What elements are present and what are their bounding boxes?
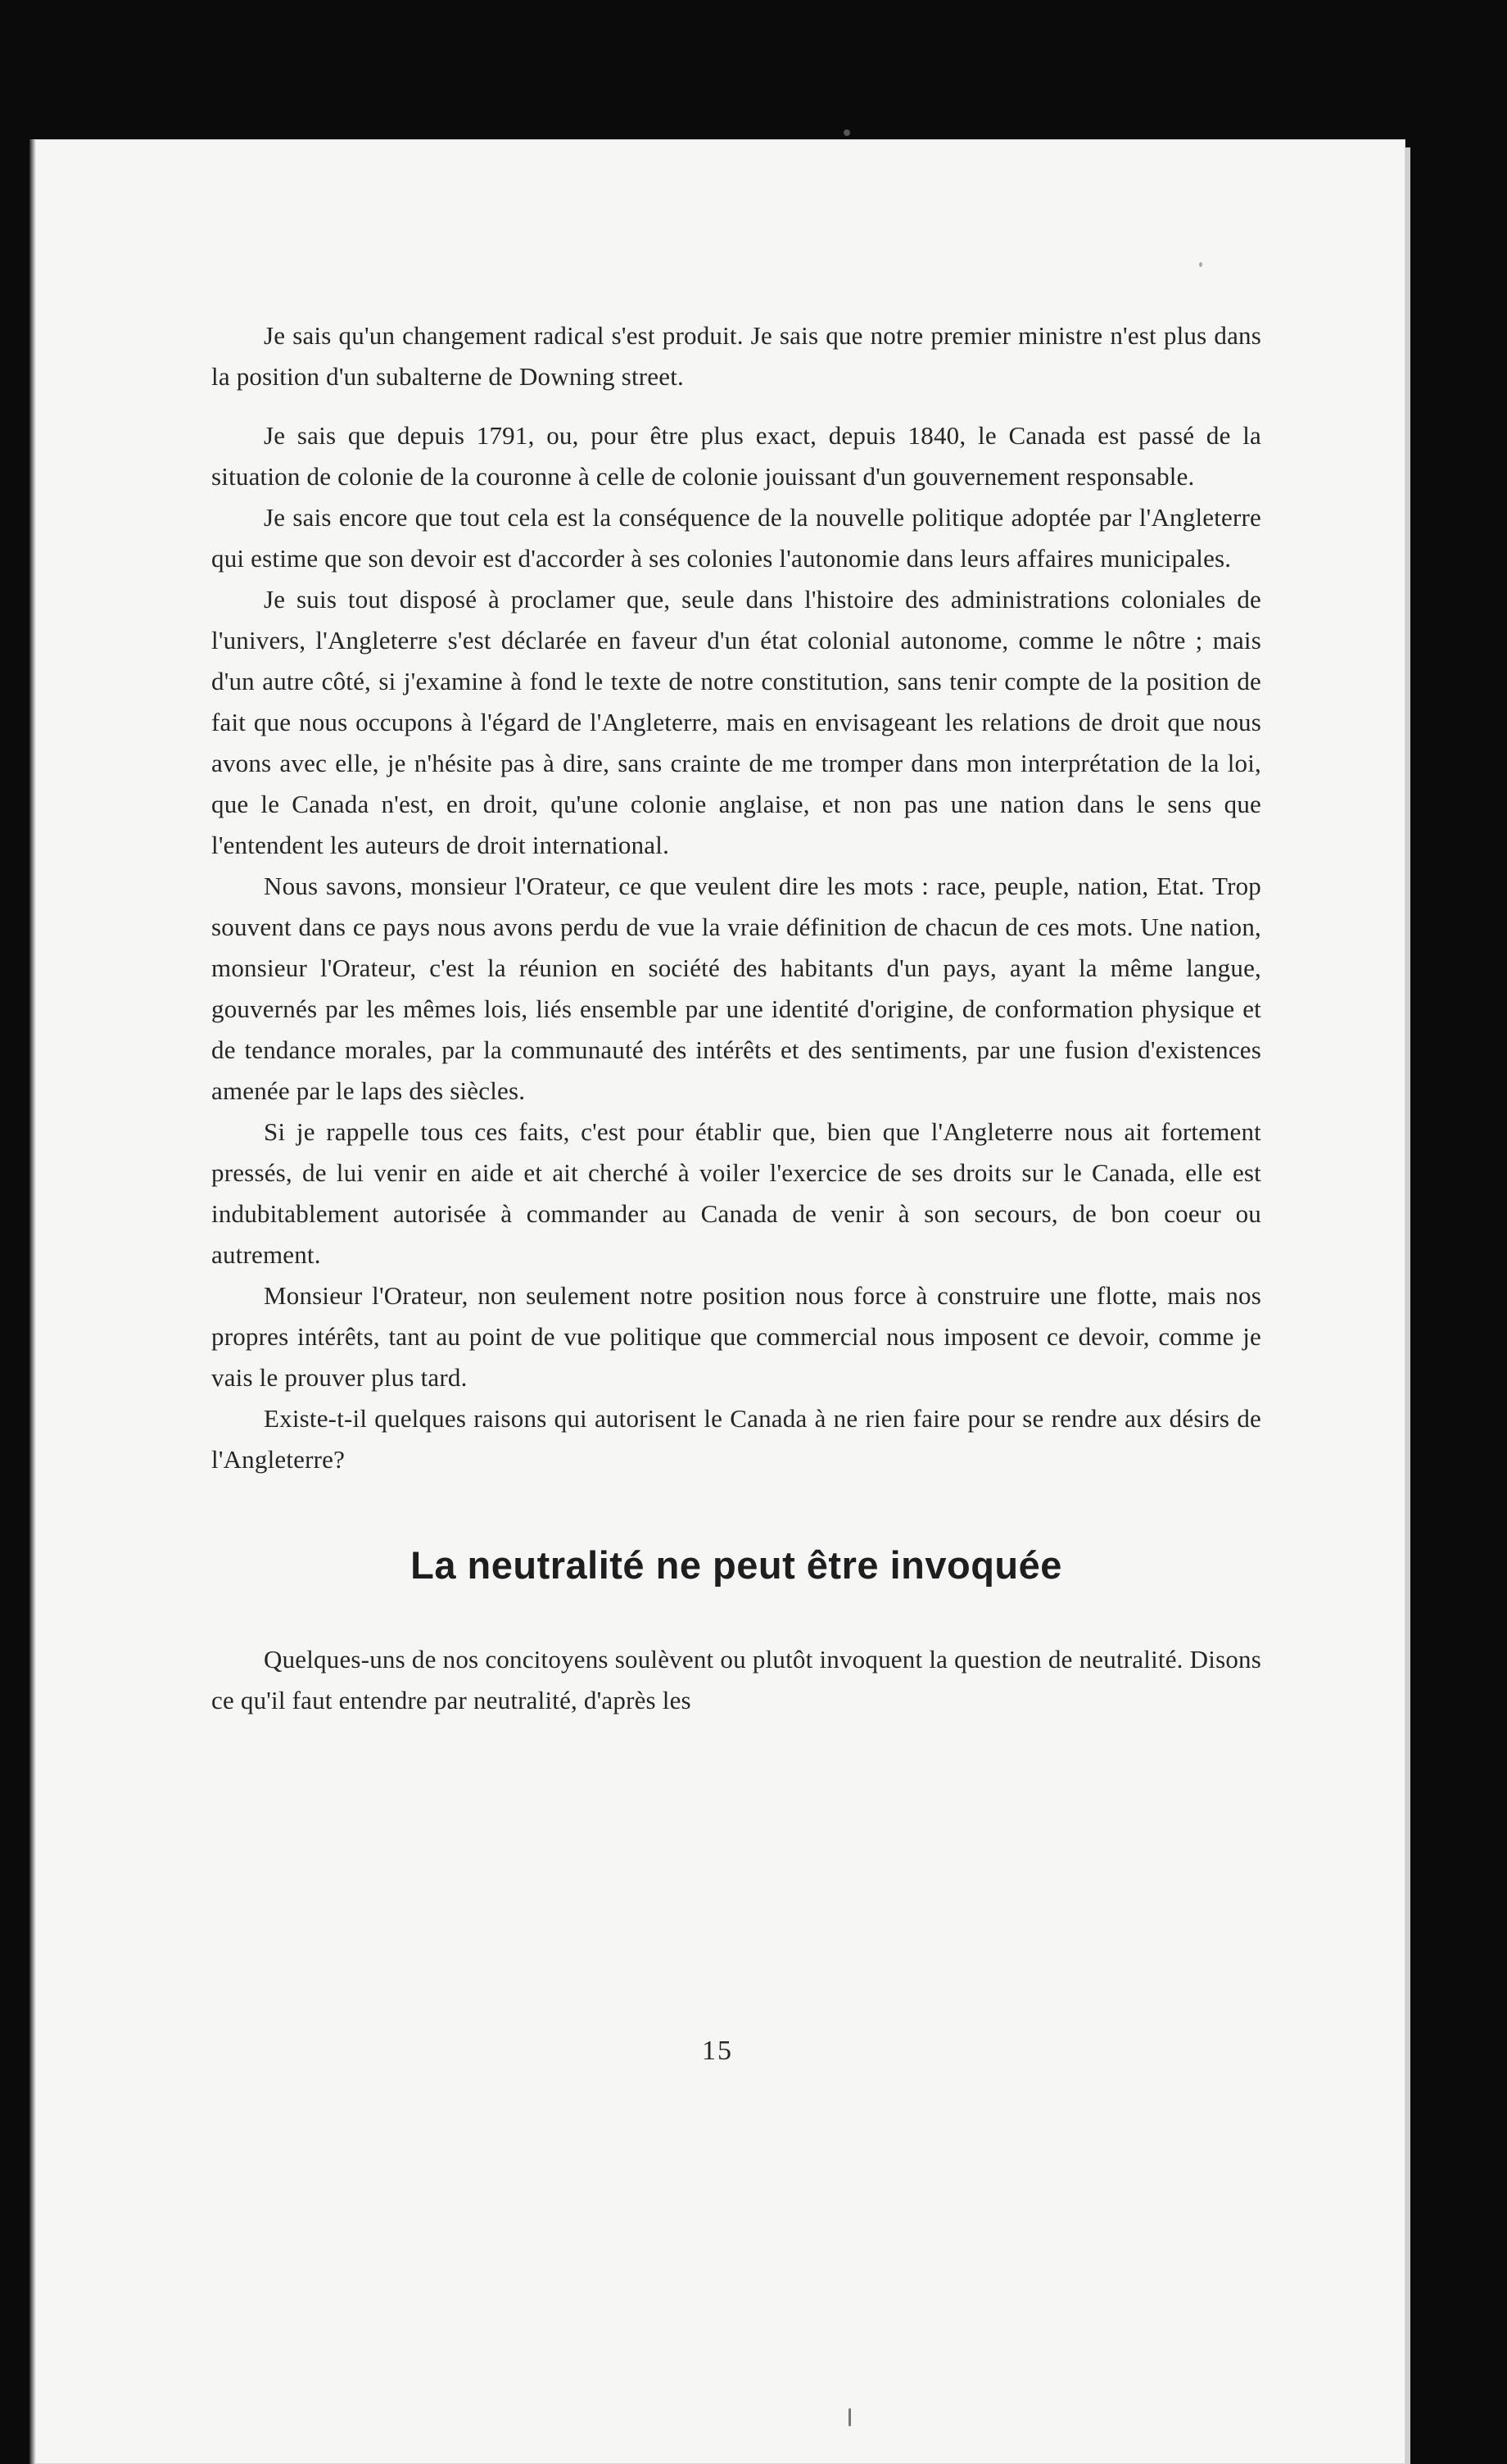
paragraph-3: Je sais encore que tout cela est la conséquence de la nouvelle politique adoptée par l'Angleterre qui estime que son devoir est d'accorder à ses colonies l'autonomie dans leurs affaires municipales. (211, 503, 1261, 573)
scanned-page (29, 139, 1405, 2464)
page-binding-shadow (29, 139, 36, 2464)
paragraph-9: Quelques-uns de nos concitoyens soulèvent ou plutôt invoquent la question de neutralité. Disons ce qu'il faut entendre par neutralité, d'après les (211, 1645, 1261, 1714)
paragraph-2: Je sais que depuis 1791, ou, pour être plus exact, depuis 1840, le Canada est passé de la situation de colonie de la couronne à celle de colonie jouissant d'un gouvernement responsable. (211, 421, 1261, 491)
paragraph-4: Je suis tout disposé à proclamer que, seule dans l'histoire des administrations coloniales de l'univers, l'Angleterre s'est déclarée en faveur d'un état colonial autonome, comme le nôtre ; mais d'un autre côté, si j'examine à fond le texte de notre constitution, sans tenir compte de la position de fait que nous occupons à l'égard de l'Angleterre, mais en envisageant les relations de droit que nous avons avec elle, je n'hésite pas à dire, sans crainte de me tromper dans mon interprétation de la loi, que le Canada n'est, en droit, qu'une colonie anglaise, et non pas une nation dans le sens que l'entendent les auteurs de droit international. (211, 585, 1261, 859)
scan-speck (1199, 262, 1202, 267)
paragraph-6: Si je rappelle tous ces faits, c'est pour établir que, bien que l'Angleterre nous ait fortement pressés, de lui venir en aide et ait cherché à voiler l'exercice de ses droits sur le Canada, elle est indubitablement autorisée à commander au Canada de venir à son secours, de bon coeur ou autrement. (211, 1117, 1261, 1269)
paragraph-7: Monsieur l'Orateur, non seulement notre position nous force à construire une flotte, mais nos propres intérêts, tant au point de vue politique que commercial nous imposent ce devoir, comme je vais le prouver plus tard. (211, 1281, 1261, 1392)
page-number: 15 (702, 2036, 733, 2066)
scan-speck (849, 2408, 851, 2426)
scan-speck (844, 129, 850, 136)
body-text (211, 315, 1261, 1721)
page-right-edge (1405, 147, 1410, 2464)
section-heading: La neutralité ne peut être invoquée (410, 1543, 1062, 1587)
paragraph-1: Je sais qu'un changement radical s'est produit. Je sais que notre premier ministre n'est plus dans la position d'un subalterne de Downing street. (211, 321, 1261, 391)
paragraph-5: Nous savons, monsieur l'Orateur, ce que veulent dire les mots : race, peuple, nation, Etat. Trop souvent dans ce pays nous avons perdu de vue la vraie définition de chacun de ces mots. Une nation, monsieur l'Orateur, c'est la réunion en société des habitants d'un pays, ayant la même langue, gouvernés par les mêmes lois, liés ensemble par une identité d'origine, de conformation physique et de tendance morales, par la communauté des intérêts et des sentiments, par une fusion d'existences amenée par le laps des siècles. (211, 872, 1261, 1105)
paragraph-8: Existe-t-il quelques raisons qui autorisent le Canada à ne rien faire pour se rendre aux désirs de l'Angleterre? (211, 1404, 1261, 1474)
